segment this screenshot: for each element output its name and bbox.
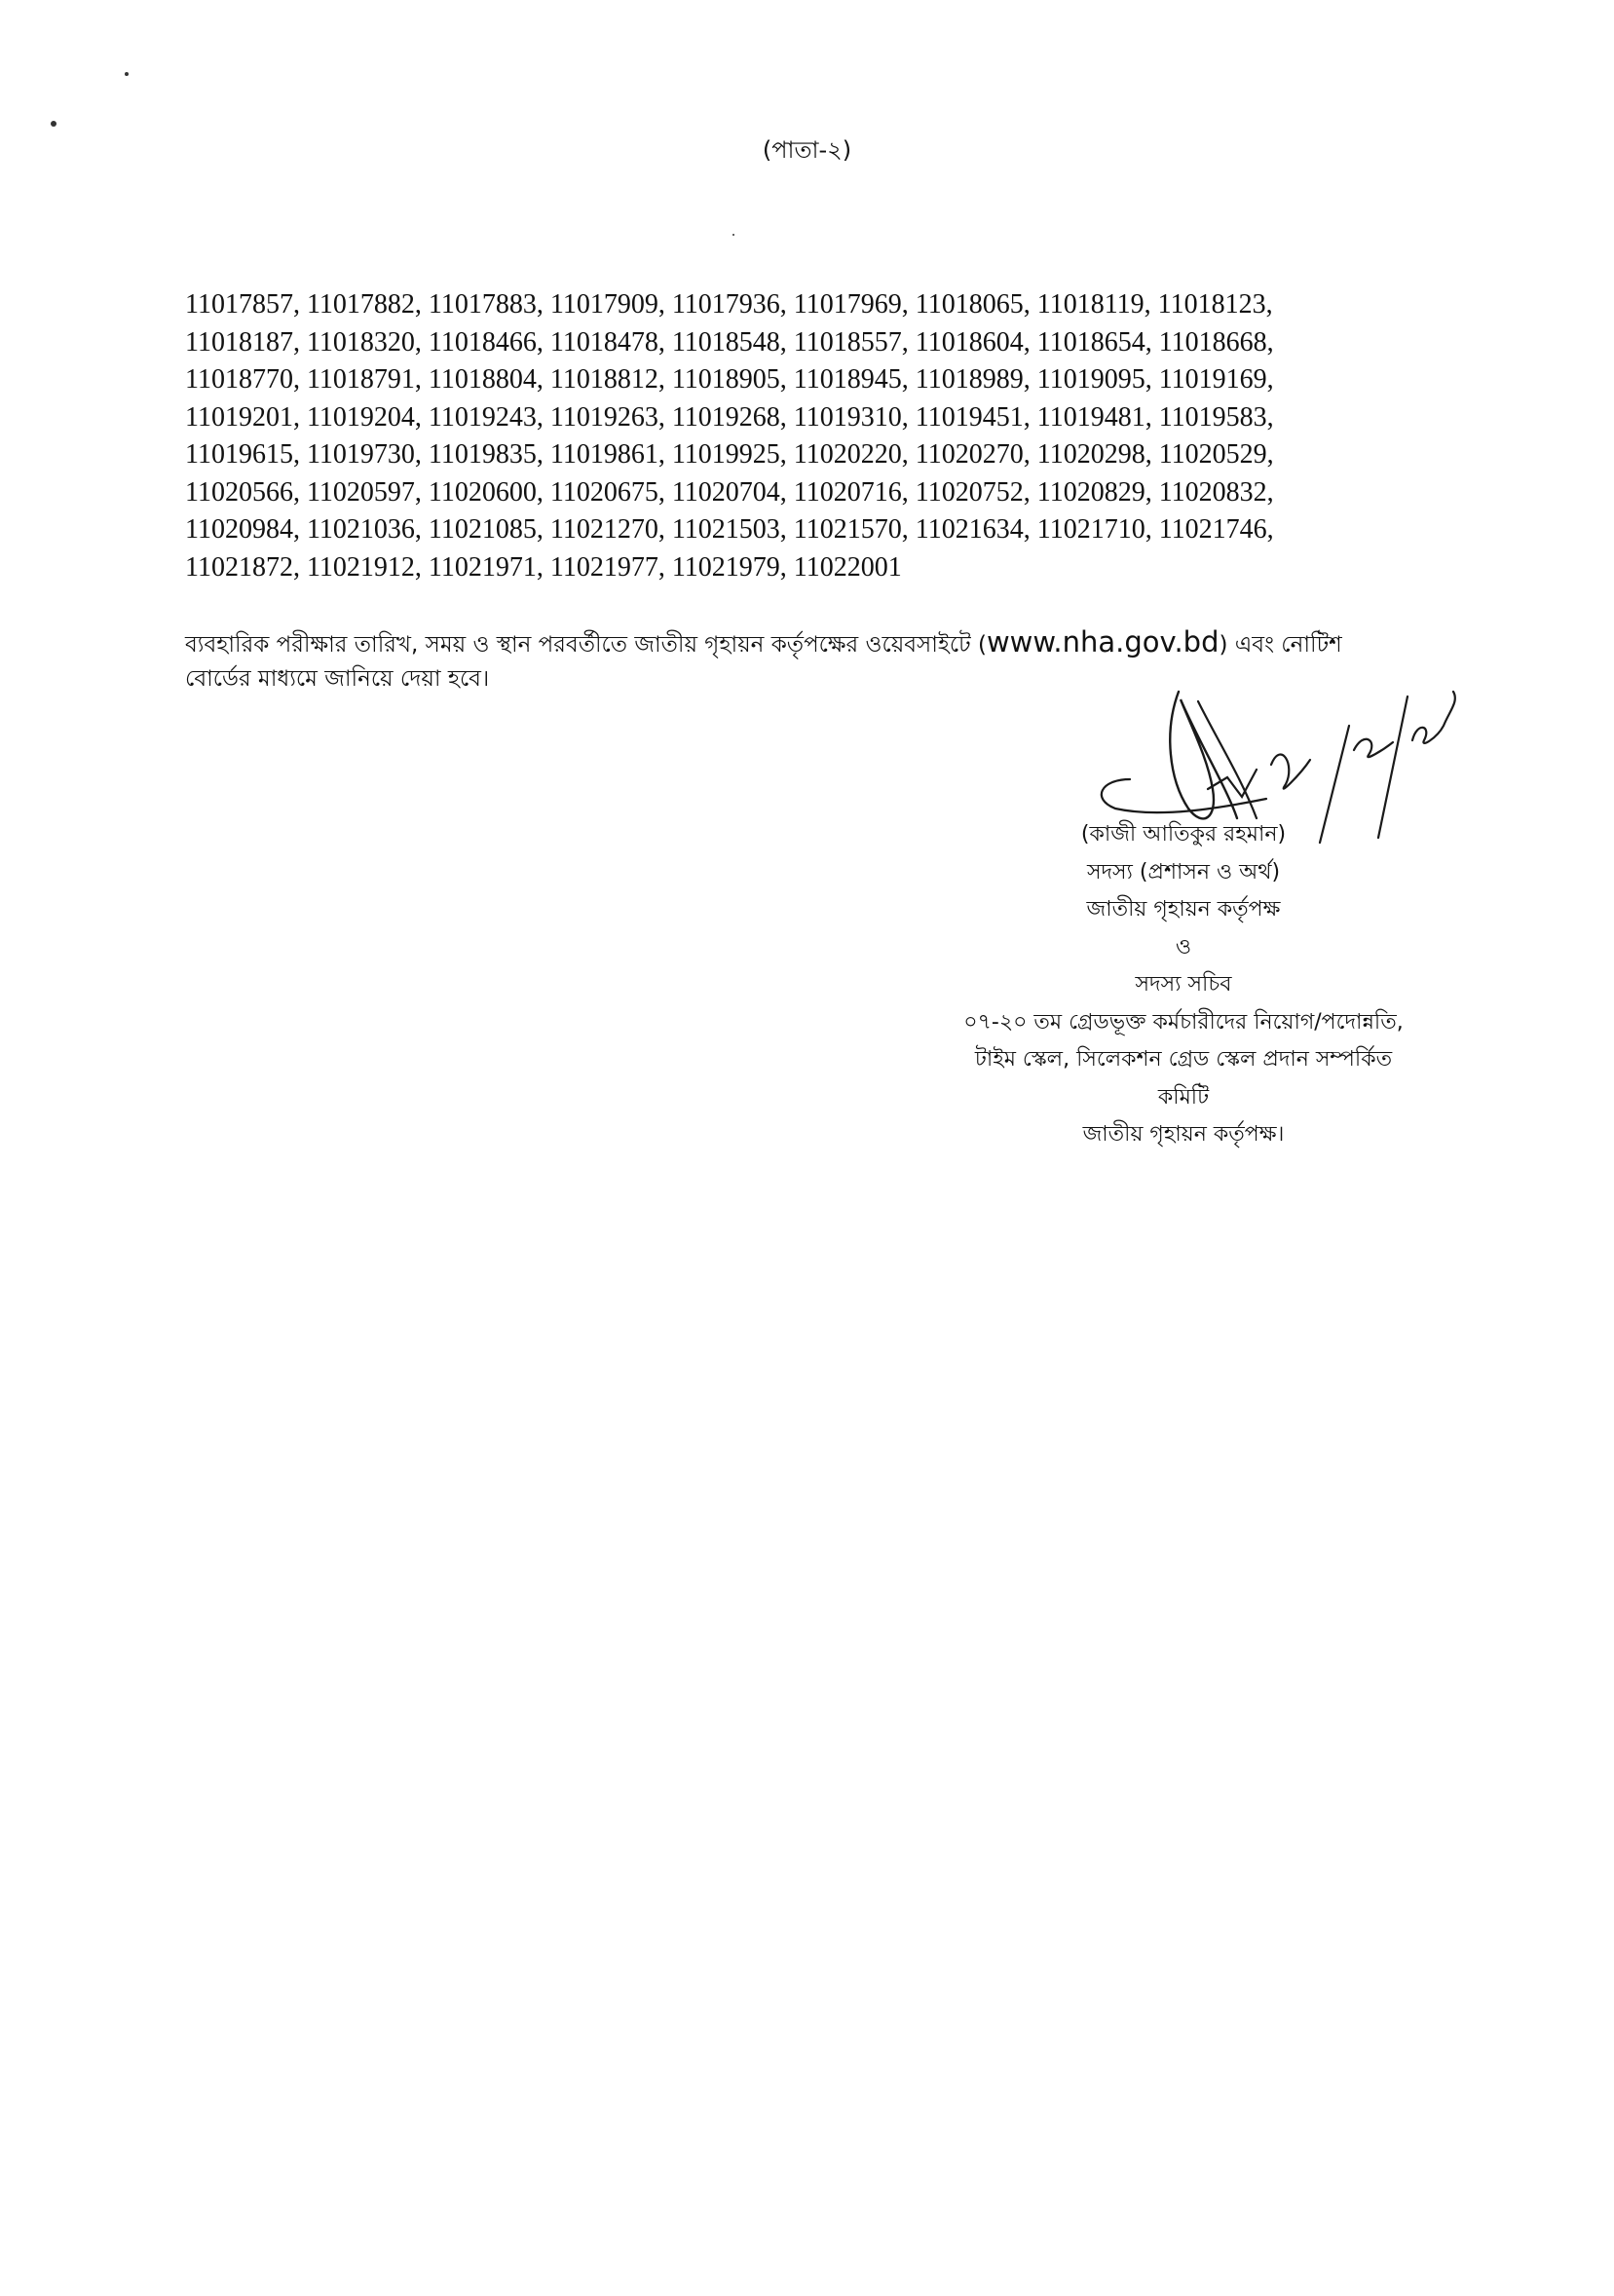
scan-speck xyxy=(125,72,129,76)
signatory-name: (কাজী আতিকুর রহমান) xyxy=(1080,822,1287,847)
roll-number-line: 11019201, 11019204, 11019243, 11019263, 11019268, 11019310, 11019451, 11019481, 11019583, xyxy=(185,401,1274,433)
roll-number-line: 11020984, 11021036, 11021085, 11021270, 11021503, 11021570, 11021634, 11021710, 11021746, xyxy=(185,514,1274,545)
notice-line-2: বোর্ডের মাধ্যমে জানিয়ে দেয়া হবে। xyxy=(185,666,490,692)
roll-number-line: 11019615, 11019730, 11019835, 11019861, 11019925, 11020220, 11020270, 11020298, 11020529, xyxy=(185,439,1274,470)
signatory-organization: জাতীয় গৃহায়ন কর্তৃপক্ষ xyxy=(1086,897,1281,922)
signatory-designation: সদস্য (প্রশাসন ও অর্থ) xyxy=(1086,859,1281,885)
roll-number-line: 11021872, 11021912, 11021971, 11021977, 11021979, 11022001 xyxy=(185,551,902,583)
roll-number-line: 11018770, 11018791, 11018804, 11018812, 11018905, 11018945, 11018989, 11019095, 11019169, xyxy=(185,364,1274,395)
page-number: (পাতা-২) xyxy=(762,136,852,164)
roll-number-line: 11017857, 11017882, 11017883, 11017909, 11017936, 11017969, 11018065, 11018119, 11018123, xyxy=(185,289,1273,320)
signatory-role: সদস্য সচিব xyxy=(1135,972,1232,997)
scan-speck xyxy=(51,121,56,127)
committee-description: টাইম স্কেল, সিলেকশন গ্রেড স্কেল প্রদান সম্পর্কিত xyxy=(974,1047,1393,1072)
scan-speck xyxy=(732,234,734,236)
notice-text: ব্যবহারিক পরীক্ষার তারিখ, সময় ও স্থান পরবর্তীতে জাতীয় গৃহায়ন কর্তৃপক্ষের ওয়েবসাইটে ( xyxy=(185,632,987,658)
notice-text: ) এবং নোটিশ xyxy=(1219,632,1342,658)
roll-number-line: 11018187, 11018320, 11018466, 11018478, 11018548, 11018557, 11018604, 11018654, 11018668, xyxy=(185,326,1274,358)
committee-label: কমিটি xyxy=(1157,1084,1210,1110)
signatory-organization: জাতীয় গৃহায়ন কর্তৃপক্ষ। xyxy=(1082,1122,1285,1147)
roll-number-line: 11020566, 11020597, 11020600, 11020675, 11020704, 11020716, 11020752, 11020829, 11020832, xyxy=(185,476,1274,508)
signatory-block xyxy=(877,816,1490,1154)
committee-description: ০৭-২০ তম গ্রেডভূক্ত কর্মচারীদের নিয়োগ/পদোন্নতি, xyxy=(963,1009,1404,1035)
signatory-conjunction: ও xyxy=(1175,934,1192,960)
roll-number-list xyxy=(185,286,1510,586)
notice-line-1 xyxy=(185,623,1490,660)
website-address: www.nha.gov.bd xyxy=(986,625,1220,659)
